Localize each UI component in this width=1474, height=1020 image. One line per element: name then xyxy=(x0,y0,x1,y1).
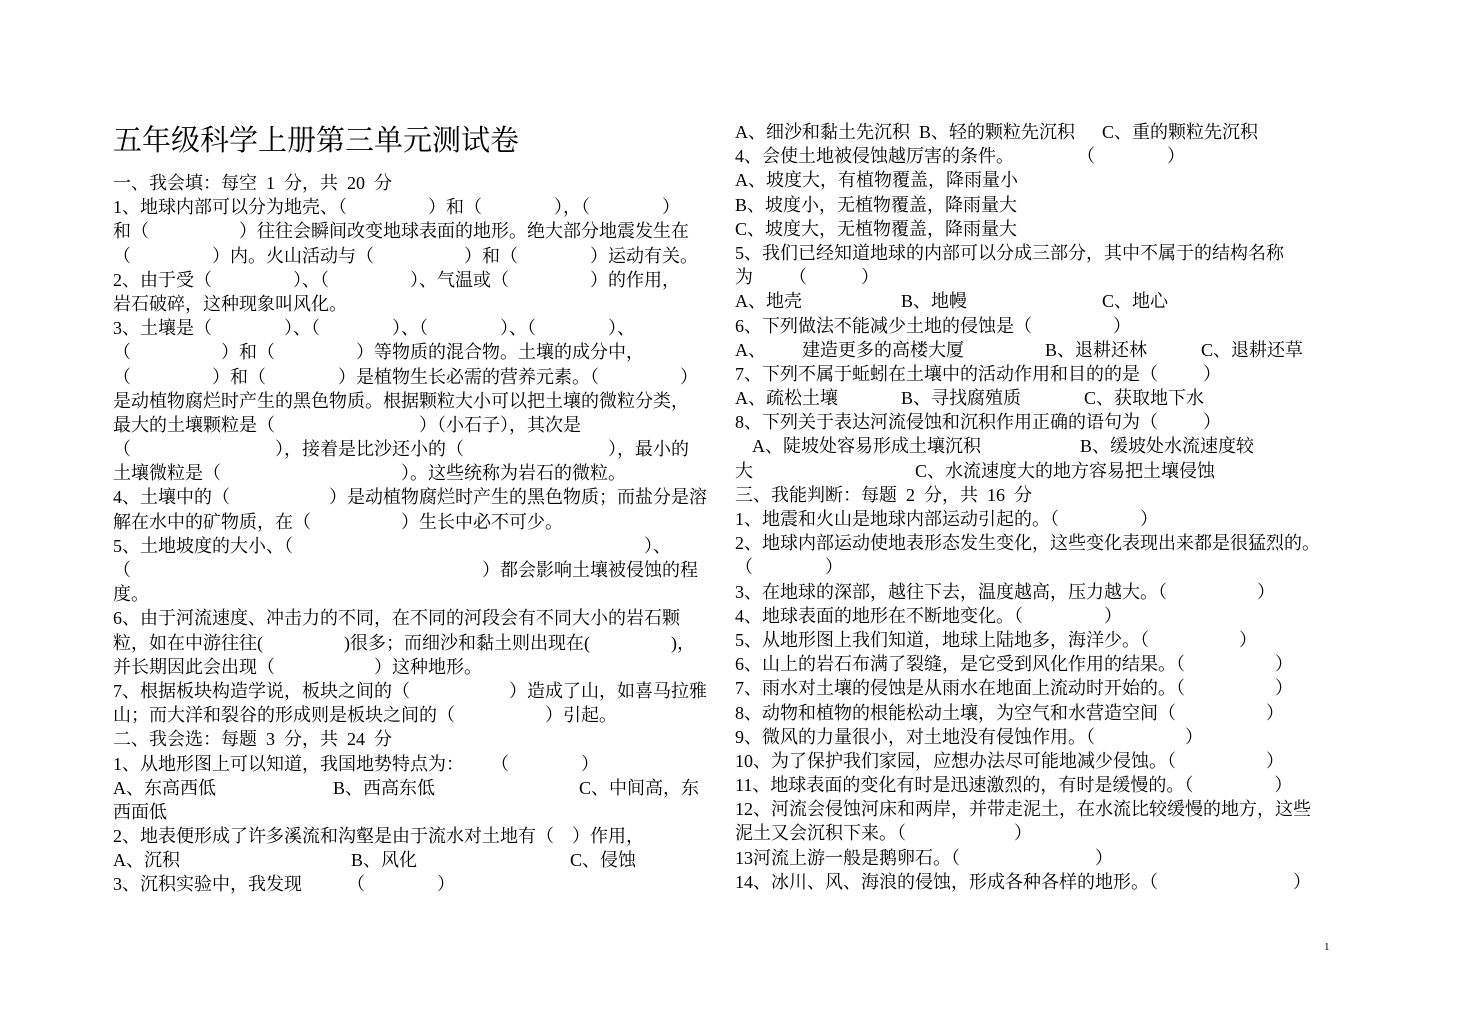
choice-q8-stem: 8、下列关于表达河流侵蚀和沉积作用正确的语句为（ ） xyxy=(735,412,1221,433)
choice-q6-options: A、 建造更多的高楼大厦 B、退耕还林 C、退耕还草 xyxy=(735,339,1304,360)
fill-q1-line-3: （ ）内。火山活动与（ ）和（ ）运动有关。 xyxy=(113,245,698,266)
page-number: 1 xyxy=(1324,941,1330,953)
choice-q1-stem: 1、从地形图上可以知道，我国地势特点为： （ ） xyxy=(113,753,599,774)
fill-q5-line-1: 5、土地坡度的大小、（ ）、 xyxy=(113,535,671,556)
judge-q6: 6、山上的岩石布满了裂缝，是它受到风化作用的结果。（ ） xyxy=(735,654,1293,675)
judge-q9: 9、微风的力量很小，对土地没有侵蚀作用。（ ） xyxy=(735,726,1203,747)
choice-q4-option-a: A、坡度大，有植物覆盖，降雨量小 xyxy=(735,170,1018,191)
judge-q12-line-1: 12、河流会侵蚀河床和两岸，并带走泥土，在水流比较缓慢的地方，这些 xyxy=(735,799,1311,820)
fill-q3-line-1: 3、土壤是（ ）、（ ）、（ ）、（ ）、 xyxy=(113,318,635,339)
choice-q4-option-c: C、坡度大，无植物覆盖，降雨量大 xyxy=(735,218,1018,239)
judge-q7: 7、雨水对土壤的侵蚀是从雨水在地面上流动时开始的。（ ） xyxy=(735,678,1293,699)
choice-q8-options-line-1: A、陡坡处容易形成土壤沉积 B、缓坡处水流速度较 xyxy=(735,436,1255,457)
fill-q2-line-1: 2、由于受（ ）、（ ）、气温或（ ）的作用， xyxy=(113,269,680,290)
fill-q6-line-3: 并长期因此会出现（ ）这种地形。 xyxy=(113,656,482,677)
choice-q7-stem: 7、下列不属于蚯蚓在土壤中的活动作用和目的的是（ ） xyxy=(735,363,1221,384)
judge-q1: 1、地震和火山是地球内部运动引起的。（ ） xyxy=(735,509,1158,529)
choice-q1-options-line-1: A、东高西低 B、西高东低 C、中间高，东 xyxy=(113,777,700,798)
fill-q4-line-1: 4、土壤中的（ ）是动植物腐烂时产生的黑色物质；而盐分是溶 xyxy=(113,487,707,508)
judge-q5: 5、从地形图上我们知道，地球上陆地多，海洋少。（ ） xyxy=(735,629,1257,650)
judge-q2-line-1: 2、地球内部运动使地表形态发生变化，这些变化表现出来都是很猛烈的。 xyxy=(735,533,1320,554)
left-column xyxy=(113,171,713,897)
fill-q7-line-1: 7、根据板块构造学说，板块之间的（ ）造成了山，如喜马拉雅 xyxy=(113,680,707,701)
fill-q3-line-7: 土壤微粒是（ ）。这些统称为岩石的微粒。 xyxy=(113,463,626,484)
fill-q5-line-3: 度。 xyxy=(113,584,149,605)
fill-q3-line-2: （ ）和（ ）等物质的混合物。土壤的成分中， xyxy=(113,342,644,363)
fill-q6-line-1: 6、由于河流速度、冲击力的不同，在不同的河段会有不同大小的岩石颗 xyxy=(113,608,680,629)
fill-q1-line-2: 和（ ）往往会瞬间改变地球表面的地形。绝大部分地震发生在 xyxy=(113,221,689,242)
section-2-heading: 二、我会选：每题 3 分，共 24 分 xyxy=(113,729,392,750)
fill-q2-line-2: 岩石破碎，这种现象叫风化。 xyxy=(113,293,347,314)
choice-q8-options-line-2: 大 C、水流速度大的地方容易把土壤侵蚀 xyxy=(735,460,1216,481)
judge-q2-line-2: （ ） xyxy=(735,557,843,578)
choice-q3-options: A、细沙和黏土先沉积 B、轻的颗粒先沉积 C、重的颗粒先沉积 xyxy=(735,122,1259,142)
fill-q3-line-4: 是动植物腐烂时产生的黑色物质。根据颗粒大小可以把土壤的微粒分类， xyxy=(113,390,689,411)
judge-q10: 10、为了保护我们家园，应想办法尽可能地减少侵蚀。（ ） xyxy=(735,750,1284,771)
fill-q3-line-5: 最大的土壤颗粒是（ ）（小石子），其次是 xyxy=(113,414,581,435)
judge-q12-line-2: 泥土又会沉积下来。（ ） xyxy=(735,823,1032,844)
choice-q4-stem: 4、会使土地被侵蚀越厉害的条件。 （ ） xyxy=(735,146,1185,167)
judge-q13: 13河流上游一般是鹅卵石。（ ） xyxy=(735,847,1113,868)
choice-q7-options: A、疏松土壤 B、寻找腐殖质 C、获取地下水 xyxy=(735,388,1205,409)
fill-q7-line-2: 山；而大洋和裂谷的形成则是板块之间的（ ）引起。 xyxy=(113,705,617,726)
choice-q2-stem: 2、地表便形成了许多溪流和沟壑是由于流水对土地有（ ）作用， xyxy=(113,826,644,847)
choice-q5-stem-line-1: 5、我们已经知道地球的内部可以分成三部分，其中不属于的结构名称 xyxy=(735,242,1284,263)
judge-q4: 4、地球表面的地形在不断地变化。（ ） xyxy=(735,605,1122,626)
choice-q1-options-line-2: 西面低 xyxy=(113,801,167,822)
exam-title: 五年级科学上册第三单元测试卷 xyxy=(113,125,520,157)
fill-q3-line-3: （ ）和（ ）是植物生长必需的营养元素。（ ） xyxy=(113,366,698,387)
choice-q4-option-b: B、坡度小，无植物覆盖，降雨量大 xyxy=(735,194,1018,215)
judge-q11: 11、地球表面的变化有时是迅速激烈的，有时是缓慢的。（ ） xyxy=(735,775,1293,796)
judge-q8: 8、动物和植物的根能松动土壤，为空气和水营造空间（ ） xyxy=(735,702,1284,723)
choice-q2-options: A、沉积 B、风化 C、侵蚀 xyxy=(113,850,637,871)
fill-q4-line-2: 解在水中的矿物质，在（ ）生长中必不可少。 xyxy=(113,511,563,532)
section-3-heading: 三、我能判断：每题 2 分，共 16 分 xyxy=(735,484,1032,505)
fill-q1-line-1: 1、地球内部可以分为地壳、（ ）和（ ），（ ） xyxy=(113,197,680,218)
section-1-heading: 一、我会填：每空 1 分，共 20 分 xyxy=(113,173,392,193)
judge-q3: 3、在地球的深部，越往下去，温度越高，压力越大。（ ） xyxy=(735,581,1275,602)
fill-q6-line-2: 粒，如在中游往往( )很多；而细沙和黏土则出现在( )， xyxy=(113,632,695,653)
right-column xyxy=(735,120,1365,894)
choice-q5-options: A、地壳 B、地幔 C、地心 xyxy=(735,291,1169,312)
fill-q5-line-2: （ ）都会影响土壤被侵蚀的程 xyxy=(113,560,698,580)
choice-q3-stem: 3、沉积实验中，我发现 （ ） xyxy=(113,874,455,895)
choice-q5-stem-line-2: 为 （ ） xyxy=(735,267,879,288)
fill-q3-line-6: （ ），接着是比沙还小的（ ），最小的 xyxy=(113,439,689,460)
judge-q14: 14、冰川、风、海浪的侵蚀，形成各种各样的地形。（ ） xyxy=(735,871,1311,892)
choice-q6-stem: 6、下列做法不能减少土地的侵蚀是（ ） xyxy=(735,315,1131,336)
